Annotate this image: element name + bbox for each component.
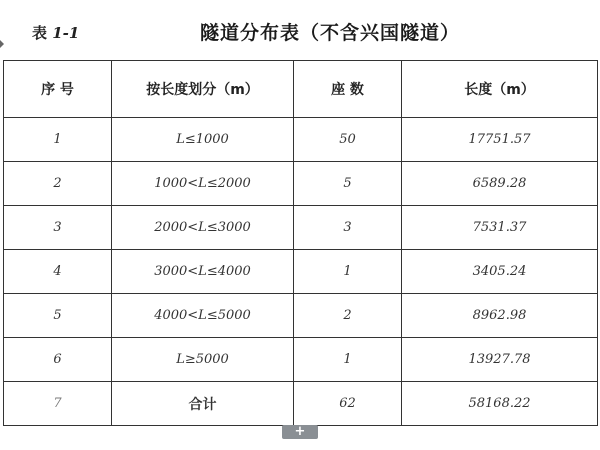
cell-count: 50 [294, 118, 402, 162]
table-number-value: 1-1 [52, 24, 80, 42]
left-edge-marker [0, 40, 4, 48]
table-row [4, 338, 598, 382]
cell-length: 13927.78 [402, 338, 598, 382]
cell-range: 2000<L≤3000 [112, 206, 294, 250]
cell-length: 8962.98 [402, 294, 598, 338]
cell-length: 6589.28 [402, 162, 598, 206]
cell-serial: 3 [4, 206, 112, 250]
table-header-row [4, 61, 598, 118]
cell-range: 1000<L≤2000 [112, 162, 294, 206]
expand-button[interactable] [282, 425, 318, 439]
cell-serial: 5 [4, 294, 112, 338]
header-serial-number: 序 号 [4, 61, 112, 118]
cell-serial: 4 [4, 250, 112, 294]
cell-length: 58168.22 [402, 382, 598, 426]
table-title: 隧道分布表（不含兴国隧道） [200, 22, 461, 44]
table-number-prefix: 表 [32, 24, 48, 42]
table-row [4, 206, 598, 250]
cell-serial: 6 [4, 338, 112, 382]
cell-range: L≥5000 [112, 338, 294, 382]
cell-serial: 1 [4, 118, 112, 162]
table-row [4, 250, 598, 294]
table-row [4, 118, 598, 162]
header-length-range: 按长度划分（m） [112, 61, 294, 118]
table-row [4, 294, 598, 338]
cell-count: 2 [294, 294, 402, 338]
table-row [4, 162, 598, 206]
cell-count: 5 [294, 162, 402, 206]
table-total-row [4, 382, 598, 426]
cell-length: 3405.24 [402, 250, 598, 294]
cell-length: 7531.37 [402, 206, 598, 250]
tunnel-distribution-table [3, 60, 598, 426]
header-total-length: 长度（m） [402, 61, 598, 118]
cell-serial: 7 [4, 382, 112, 426]
cell-count: 62 [294, 382, 402, 426]
cell-range: 3000<L≤4000 [112, 250, 294, 294]
header-count: 座 数 [294, 61, 402, 118]
cell-count: 1 [294, 250, 402, 294]
cell-count: 1 [294, 338, 402, 382]
plus-icon: + [294, 424, 306, 439]
table-number [32, 22, 79, 43]
cell-range: L≤1000 [112, 118, 294, 162]
cell-total-label: 合计 [112, 382, 294, 426]
cell-count: 3 [294, 206, 402, 250]
cell-length: 17751.57 [402, 118, 598, 162]
cell-range: 4000<L≤5000 [112, 294, 294, 338]
cell-serial: 2 [4, 162, 112, 206]
